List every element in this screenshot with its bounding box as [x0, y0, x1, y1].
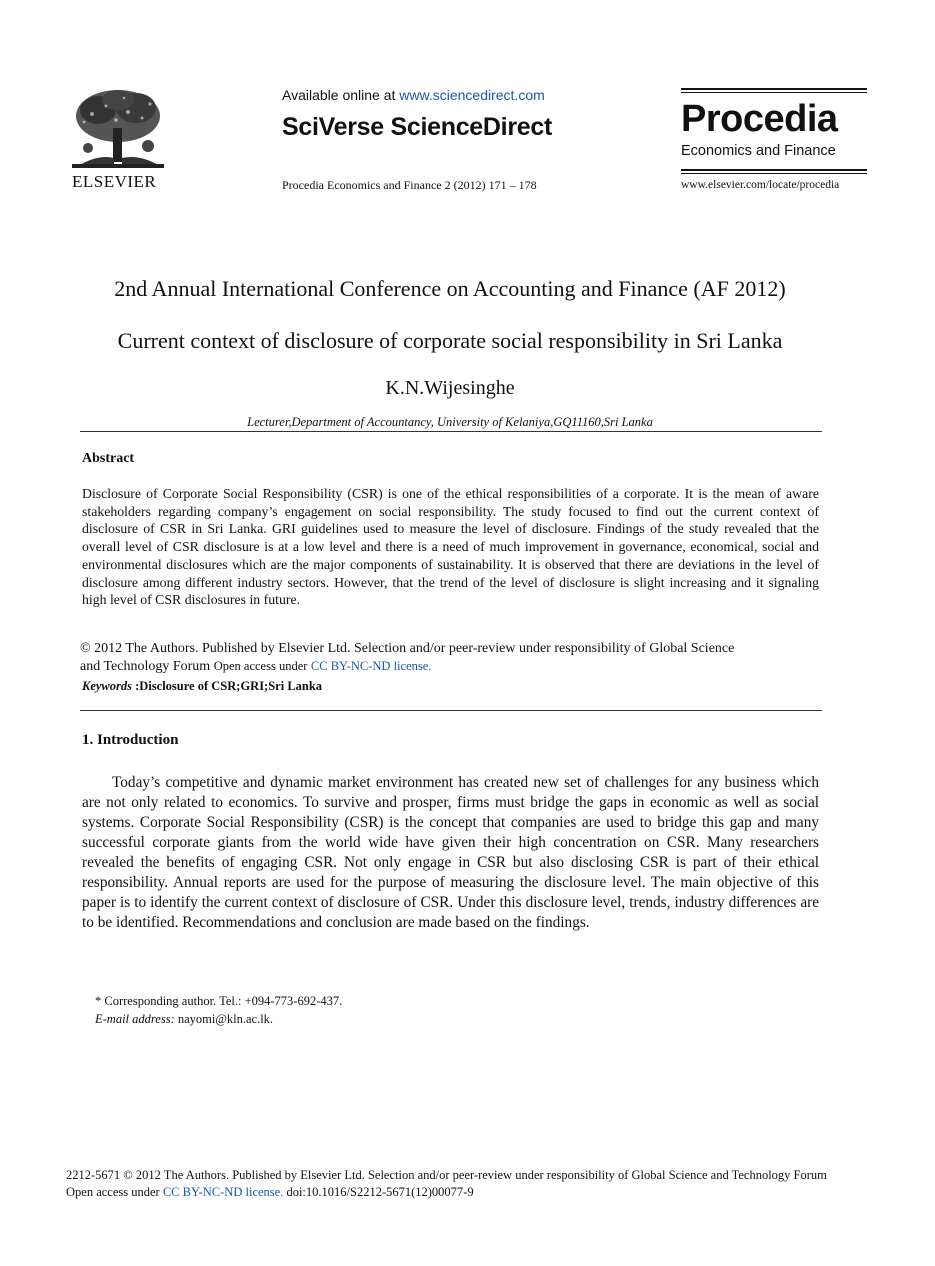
paper-title: Current context of disclosure of corporate social responsibility in Sri Lanka — [117, 328, 783, 353]
footer-license-link[interactable]: CC BY-NC-ND license. — [162, 1184, 284, 1199]
footer-doi[interactable]: doi:10.1016/S2212-5671(12)00077-9 — [286, 1184, 474, 1199]
page-footer — [66, 1167, 876, 1200]
abstract-heading: Abstract — [82, 451, 135, 466]
copyright-line-2-wrap — [80, 658, 820, 676]
copyright-line-2: and Technology Forum — [80, 658, 211, 674]
introduction-heading: 1. Introduction — [82, 732, 179, 748]
available-prefix: Available online at — [282, 87, 396, 103]
open-access-label: Open access under — [213, 658, 308, 673]
platform-logo-text: SciVerse ScienceDirect — [282, 113, 552, 141]
email-label: E-mail address: — [95, 1012, 175, 1026]
introduction-text: Today’s competitive and dynamic market environment has created new set of challenges for any business which are not only related to economics. To survive and prosper, firms must bridge the gaps in economic as well as social systems. Corporate Social Responsibility (CSR) is the concept that companies are used to bridge this gap and many successful corporate giants from the world wide have given their high concentration on CSR. Many researchers revealed the benefits of engaging CSR. Not only engage in CSR but also disclosing CSR is part of their ethical responsibility. Annual reports are used for the purpose of measuring the disclosure level. The main objective of this paper is to identify the current context of disclosure of CSR. Under this disclosure level, trends, industry differences are to be identified. Recommendations and conclusion are made based on the findings. — [82, 774, 819, 931]
footer-license-line — [66, 1184, 876, 1201]
keywords-value: :Disclosure of CSR;GRI;Sri Lanka — [132, 679, 323, 693]
journal-logo-subtitle: Economics and Finance — [681, 143, 836, 159]
license-link[interactable]: CC BY-NC-ND license. — [310, 658, 432, 673]
keywords-label: Keywords — [82, 679, 132, 693]
tree-illustration-icon — [68, 88, 168, 172]
author-affiliation: Lecturer,Department of Accountancy, University of Kelaniya,GQ11160,Sri Lanka — [247, 415, 653, 429]
abstract-text: Disclosure of Corporate Social Responsibility (CSR) is one of the ethical responsibilities of a corporate. It is the mean of aware stakeholders regarding company’s engagement on social responsibility. The study focused to find out the current context of disclosure of CSR in Sri Lanka. GRI guidelines used to measure the level of disclosure. Findings of the study revealed that the overall level of CSR disclosure is at a low level and there is a need of much improvement in governance, economical, social and environmental disclosures which are the major components of sustainability. It is observed that there are deviations in the level of disclosure among different industry sectors. However, that the trend of the level of disclosure is slight increasing and it signaling high level of CSR disclosures in future. — [82, 486, 819, 608]
sciencedirect-link[interactable]: www.sciencedirect.com — [399, 87, 545, 103]
email-line — [95, 1010, 342, 1028]
divider-top — [80, 431, 822, 432]
copyright-line-1: © 2012 The Authors. Published by Elsevier Ltd. Selection and/or peer-review under responsibility of Global Science — [80, 641, 735, 656]
corresponding-author: * Corresponding author. Tel.: +094-773-692-437. — [95, 994, 343, 1008]
publisher-name: ELSEVIER — [72, 172, 157, 191]
keywords-line — [82, 679, 322, 694]
author-name: K.N.Wijesinghe — [385, 377, 515, 399]
logo-rule-top — [681, 88, 867, 90]
footer-issn-line: 2212-5671 © 2012 The Authors. Published by Elsevier Ltd. Selection and/or peer-review under responsibility of Global Science and Technology Forum — [66, 1168, 827, 1182]
journal-logo — [681, 88, 867, 191]
journal-reference: Procedia Economics and Finance 2 (2012) 171 – 178 — [282, 178, 537, 192]
footnote — [95, 992, 342, 1028]
email-value[interactable]: nayomi@kln.ac.lk. — [174, 1012, 274, 1026]
logo-rule-top-2 — [681, 92, 867, 93]
divider-middle — [80, 710, 822, 711]
available-online-line — [282, 87, 545, 103]
journal-url[interactable]: www.elsevier.com/locate/procedia — [681, 179, 840, 191]
logo-rule-bottom-2 — [681, 173, 867, 174]
journal-logo-title: Procedia — [681, 98, 838, 140]
conference-name: 2nd Annual International Conference on Accounting and Finance (AF 2012) — [114, 276, 786, 301]
copyright-notice — [80, 640, 820, 675]
logo-rule-bottom — [681, 169, 867, 171]
footer-open-access: Open access under — [66, 1184, 160, 1199]
